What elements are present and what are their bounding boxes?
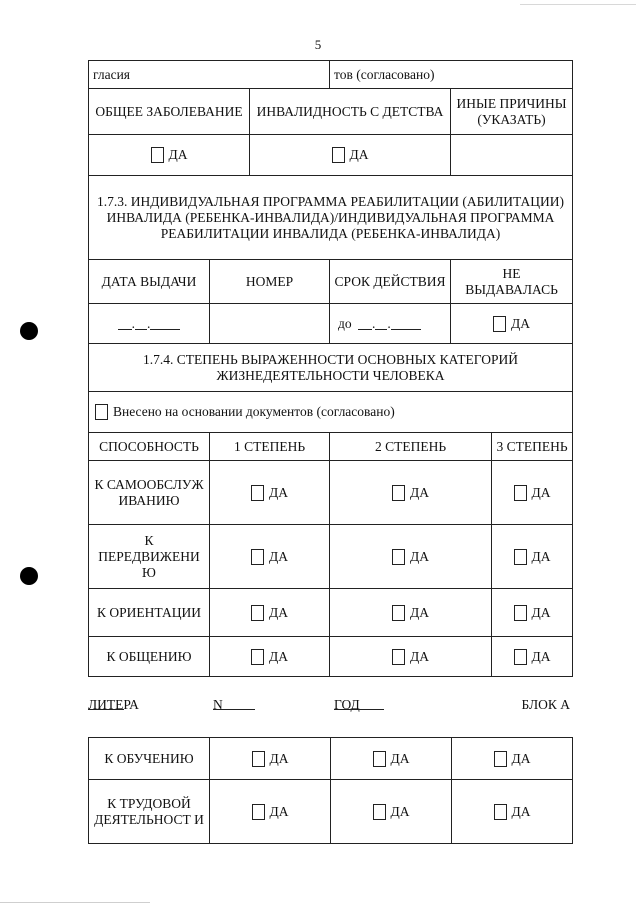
documents-note-cell — [89, 392, 573, 433]
yes-label: ДА — [410, 648, 430, 664]
punch-hole — [20, 567, 38, 585]
degree-2-cell — [330, 525, 492, 589]
checkbox[interactable] — [494, 751, 507, 767]
section-173-value-row — [89, 304, 573, 344]
punch-hole — [20, 322, 38, 340]
header-ability: СПОСОБНОСТЬ — [89, 433, 210, 461]
yes-label: ДА — [269, 548, 288, 564]
term-prefix: до — [338, 315, 352, 331]
footer-line: ЛИТЕРА N ГОД БЛОК А — [88, 697, 570, 712]
checkbox[interactable] — [514, 549, 527, 565]
continuation-right-text: тов (согласовано) — [330, 61, 573, 89]
ability-label: К ТРУДОВОЙ ДЕЯТЕЛЬНОСТ И — [89, 780, 210, 844]
header-validity-term: СРОК ДЕЙСТВИЯ — [330, 260, 451, 304]
checkbox[interactable] — [252, 751, 265, 767]
general-disease-cell — [89, 135, 250, 176]
yes-label: ДА — [269, 803, 289, 819]
checkbox[interactable] — [514, 485, 527, 501]
header-not-issued: НЕ ВЫДАВАЛАСЬ — [451, 260, 573, 304]
ability-label: К ОРИЕНТАЦИИ — [89, 589, 210, 637]
degree-2-cell — [330, 461, 492, 525]
ability-row — [89, 589, 573, 637]
checkbox[interactable] — [392, 605, 405, 621]
continuation-row — [89, 61, 573, 89]
yes-label: ДА — [349, 147, 369, 162]
section-174-title-row — [89, 344, 573, 392]
yes-label: ДА — [511, 750, 531, 766]
section-173-title: 1.7.3. ИНДИВИДУАЛЬНАЯ ПРОГРАММА РЕАБИЛИТАЦИИ (АБИЛИТАЦИИ) ИНВАЛИДА (РЕБЕНКА-ИНВАЛИДА)/ИНДИВИДУАЛЬНАЯ ПРОГРАММА РЕАБИЛИТАЦИИ ИНВАЛИДА (РЕБЕНКА-ИНВАЛИДА) — [89, 176, 573, 260]
checkbox[interactable] — [251, 649, 264, 665]
yes-label: ДА — [168, 147, 188, 162]
degree-1-cell — [210, 637, 330, 677]
header-issue-date: ДАТА ВЫДАЧИ — [89, 260, 210, 304]
yes-label: ДА — [390, 803, 410, 819]
checkbox[interactable] — [251, 549, 264, 565]
degree-3-cell — [452, 780, 573, 844]
degree-3-cell — [492, 525, 573, 589]
yes-label: ДА — [531, 604, 551, 620]
degree-2-cell — [331, 738, 452, 780]
header-degree-1: 1 СТЕПЕНЬ — [210, 433, 330, 461]
documents-note: Внесено на основании документов (согласовано) — [113, 404, 395, 419]
other-reasons-field[interactable] — [451, 135, 573, 176]
yes-label: ДА — [531, 484, 551, 500]
checkbox[interactable] — [251, 605, 264, 621]
degree-3-cell — [492, 589, 573, 637]
block-label: БЛОК А — [521, 697, 570, 712]
header-disability-since-childhood: ИНВАЛИДНОСТЬ С ДЕТСТВА — [250, 89, 451, 135]
checkbox[interactable] — [494, 804, 507, 820]
degree-3-cell — [492, 637, 573, 677]
ability-row — [89, 461, 573, 525]
ability-label: К ОБЩЕНИЮ — [89, 637, 210, 677]
yes-label: ДА — [269, 648, 288, 664]
continuation-table — [88, 737, 573, 844]
ability-row — [89, 738, 573, 780]
header-general-disease: ОБЩЕЕ ЗАБОЛЕВАНИЕ — [89, 89, 250, 135]
not-issued-cell — [451, 304, 573, 344]
header-number: НОМЕР — [210, 260, 330, 304]
issue-date-field[interactable]: . . — [89, 304, 210, 344]
yes-label: ДА — [269, 484, 288, 500]
checkbox[interactable] — [373, 751, 386, 767]
checkbox[interactable] — [332, 147, 345, 163]
ability-row — [89, 637, 573, 677]
scan-edge — [520, 4, 636, 5]
degree-2-cell — [330, 589, 492, 637]
reason-checkbox-row — [89, 135, 573, 176]
continuation-left-text: гласия — [89, 61, 330, 89]
degree-1-cell — [210, 780, 331, 844]
section-173-title-row — [89, 176, 573, 260]
checkbox[interactable] — [151, 147, 164, 163]
section-174-header-row — [89, 433, 573, 461]
ability-row — [89, 525, 573, 589]
yes-label: ДА — [410, 604, 430, 620]
section-173-header-row — [89, 260, 573, 304]
yes-label: ДА — [531, 648, 551, 664]
checkbox[interactable] — [251, 485, 264, 501]
page-number: 5 — [314, 37, 322, 52]
yes-label: ДА — [269, 750, 289, 766]
ability-row — [89, 780, 573, 844]
degree-2-cell — [331, 780, 452, 844]
checkbox[interactable] — [392, 549, 405, 565]
disability-childhood-cell — [250, 135, 451, 176]
header-degree-2: 2 СТЕПЕНЬ — [330, 433, 492, 461]
checkbox[interactable] — [514, 649, 527, 665]
validity-term-field[interactable]: до . . — [330, 304, 451, 344]
reason-header-row — [89, 89, 573, 135]
header-degree-3: 3 СТЕПЕНЬ — [492, 433, 573, 461]
checkbox[interactable] — [95, 404, 108, 420]
yes-label: ДА — [531, 548, 551, 564]
checkbox[interactable] — [373, 804, 386, 820]
degree-1-cell — [210, 461, 330, 525]
checkbox[interactable] — [252, 804, 265, 820]
degree-1-cell — [210, 525, 330, 589]
scan-edge — [0, 902, 150, 903]
checkbox[interactable] — [514, 605, 527, 621]
degree-3-cell — [492, 461, 573, 525]
main-form-table — [88, 60, 573, 677]
yes-label: ДА — [410, 548, 430, 564]
yes-label: ДА — [269, 604, 288, 620]
checkbox[interactable] — [392, 649, 405, 665]
section-174-title: 1.7.4. СТЕПЕНЬ ВЫРАЖЕННОСТИ ОСНОВНЫХ КАТЕГОРИЙ ЖИЗНЕДЕЯТЕЛЬНОСТИ ЧЕЛОВЕКА — [89, 344, 573, 392]
degree-1-cell — [210, 738, 331, 780]
section-174-note-row — [89, 392, 573, 433]
ability-label: К ОБУЧЕНИЮ — [89, 738, 210, 780]
yes-label: ДА — [410, 484, 430, 500]
yes-label: ДА — [511, 315, 531, 331]
number-field[interactable] — [210, 304, 330, 344]
checkbox[interactable] — [493, 316, 506, 332]
checkbox[interactable] — [392, 485, 405, 501]
ability-label: К ПЕРЕДВИЖЕНИ Ю — [89, 525, 210, 589]
ability-label: К САМООБСЛУЖ ИВАНИЮ — [89, 461, 210, 525]
yes-label: ДА — [390, 750, 410, 766]
yes-label: ДА — [511, 803, 531, 819]
degree-3-cell — [452, 738, 573, 780]
header-other-reasons: ИНЫЕ ПРИЧИНЫ (УКАЗАТЬ) — [451, 89, 573, 135]
degree-1-cell — [210, 589, 330, 637]
degree-2-cell — [330, 637, 492, 677]
